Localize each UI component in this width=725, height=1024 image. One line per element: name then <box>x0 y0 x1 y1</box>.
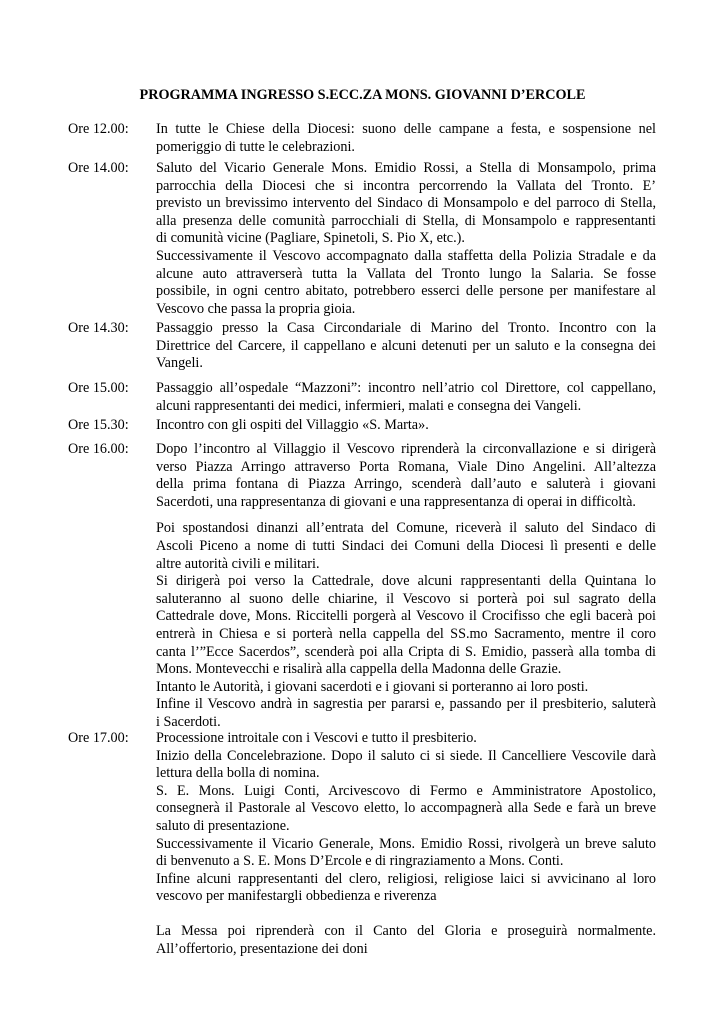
paragraph <box>156 923 656 958</box>
text-line: entrerà in Chiesa e si porterà nella cappella del SS.mo Sacramento, mentre il coro <box>156 625 656 642</box>
paragraph-spacer <box>156 906 656 923</box>
text-line: alcune auto attraverserà tutta la Vallata del Tronto lungo la Salaria. Se fosse <box>156 265 656 282</box>
text-line: saluto di presentazione. <box>156 817 290 834</box>
text-line: Cattedrale dove, Mons. Riccitelli porgerà al Vescovo il Crocifisso che egli bacerà poi <box>156 608 656 625</box>
text-line: Incontro con gli ospiti del Villaggio «S. Marta». <box>156 417 429 433</box>
text-line: verso Piazza Arringo attraverso Porta Romana, Viale Dino Angelini. All’altezza <box>156 458 656 475</box>
entry-time: Ore 17.00: <box>68 730 129 746</box>
paragraph <box>156 417 656 435</box>
text-line: Ascoli Piceno a nome di tutti Sindaci dei Comuni della Diocesi lì presenti e delle <box>156 537 656 554</box>
text-line: canta l’”Ecce Sacerdos”, scenderà poi alla Cripta di S. Emidio, passerà alla tomba di <box>156 643 656 660</box>
text-line: Direttrice del Carcere, il cappellano e alcuni detenuti per un saluto e la consegna dei <box>156 337 656 354</box>
text-line: Vangeli. <box>156 355 203 372</box>
text-line: Poi spostandosi dinanzi all’entrata del Comune, riceverà il saluto del Sindaco di <box>156 520 656 537</box>
entry-description <box>156 121 656 156</box>
text-line: Successivamente il Vicario Generale, Mons. Emidio Rossi, rivolgerà un breve saluto <box>156 835 656 852</box>
text-line: Sacerdoti, una rappresentanza di giovani e una rappresentanza di operai in difficoltà. <box>156 493 636 510</box>
entry-time: Ore 12.00: <box>68 121 129 137</box>
text-line: Dopo l’incontro al Villaggio il Vescovo riprenderà la circonvallazione e si dirigerà <box>156 441 656 457</box>
text-line: Infine il Vescovo andrà in sagrestia per pararsi e, passando per il presbiterio, saluterà <box>156 696 656 713</box>
text-line: i Sacerdoti. <box>156 713 221 730</box>
text-line: Successivamente il Vescovo accompagnato dalla staffetta della Polizia Stradale e da <box>156 247 656 264</box>
paragraph <box>156 696 656 731</box>
entry-time: Ore 14.00: <box>68 160 129 176</box>
text-line: Saluto del Vicario Generale Mons. Emidio Rossi, a Stella di Monsampolo, prima <box>156 160 656 176</box>
paragraph <box>156 248 656 318</box>
text-line: consegnerà il Pastorale al Vescovo eletto, lo accompagnerà alla Sede e farà un breve <box>156 800 656 817</box>
paragraph <box>156 573 656 679</box>
entry-time: Ore 14.30: <box>68 320 129 336</box>
entry-description <box>156 160 656 318</box>
paragraph <box>156 748 656 783</box>
paragraph <box>156 380 656 415</box>
paragraph <box>156 871 656 906</box>
text-line: In tutte le Chiese della Diocesi: suono delle campane a festa, e sospensione nel <box>156 121 656 137</box>
text-line: parrocchia della Diocesi che si incontra percorrendo la Vallata del Tronto. E’ <box>156 177 656 194</box>
paragraph <box>156 679 656 697</box>
entry-description <box>156 441 656 732</box>
text-line: lettura della bolla di nomina. <box>156 765 320 782</box>
text-line: S. E. Mons. Luigi Conti, Arcivescovo di Fermo e Amministratore Apostolico, <box>156 782 656 799</box>
text-line: di benvenuto a S. E. Mons D’Ercole e di ringraziamento a Mons. Conti. <box>156 853 564 870</box>
paragraph <box>156 730 656 748</box>
text-line: Si dirigerà poi verso la Cattedrale, dove alcuni rappresentanti della Quintana lo <box>156 573 656 590</box>
entry-time: Ore 16.00: <box>68 441 129 457</box>
text-line: alcuni rappresentanti dei medici, infermieri, malati e consegna dei Vangeli. <box>156 397 582 414</box>
paragraph <box>156 836 656 871</box>
text-line: possibile, in ogni centro abitato, potrebbero esserci delle persone per manifestare al <box>156 283 656 300</box>
text-line: La Messa poi riprenderà con il Canto del Gloria e proseguirà normalmente. <box>156 922 656 939</box>
text-line: All’offertorio, presentazione dei doni <box>156 940 368 957</box>
paragraph-spacer <box>156 511 656 520</box>
paragraph <box>156 160 656 248</box>
text-line: di comunità vicine (Pagliare, Spinetoli, S. Pio X, etc.). <box>156 230 465 247</box>
paragraph <box>156 520 656 573</box>
text-line: Intanto le Autorità, i giovani sacerdoti e i giovani si porteranno ai loro posti. <box>156 678 589 695</box>
text-line: Passaggio all’ospedale “Mazzoni”: incontro nell’atrio col Direttore, col cappellano, <box>156 380 656 396</box>
paragraph <box>156 441 656 511</box>
text-line: Passaggio presso la Casa Circondariale di Marino del Tronto. Incontro con la <box>156 320 656 336</box>
entry-description <box>156 320 656 373</box>
text-line: Infine alcuni rappresentanti del clero, religiosi, religiose laici si avvicinano al loro <box>156 870 656 887</box>
entry-time: Ore 15.30: <box>68 417 129 433</box>
entry-description <box>156 730 656 958</box>
entry-description <box>156 417 656 435</box>
text-line: alla presenza delle comunità parrocchiali di Stella, di Monsampolo e rappresentanti <box>156 212 656 229</box>
text-line: Vescovo che passa la propria gioia. <box>156 300 356 317</box>
text-line: saluteranno al suono delle chiarine, il Vescovo si porterà poi sul sagrato della <box>156 590 656 607</box>
entry-description <box>156 380 656 415</box>
text-line: della prima fontana di Piazza Arringo, scenderà dall’auto e saluterà i giovani <box>156 476 656 493</box>
text-line: pomeriggio di tutte le celebrazioni. <box>156 138 355 155</box>
text-line: Inizio della Concelebrazione. Dopo il saluto ci si siede. Il Cancelliere Vescovile darà <box>156 747 656 764</box>
paragraph <box>156 320 656 373</box>
entry-time: Ore 15.00: <box>68 380 129 396</box>
paragraph <box>156 121 656 156</box>
page-title: PROGRAMMA INGRESSO S.ECC.ZA MONS. GIOVANNI D’ERCOLE <box>139 87 586 103</box>
text-line: previsto un brevissimo intervento del Sindaco di Monsampolo e del parroco di Stella, <box>156 195 656 212</box>
text-line: Processione introitale con i Vescovi e tutto il presbiterio. <box>156 730 477 746</box>
text-line: Mons. Montevecchi e risalirà alla cappella della Madonna delle Grazie. <box>156 661 562 678</box>
text-line: vescovo per manifestargli obbedienza e riverenza <box>156 888 437 905</box>
text-line: altre autorità civili e militari. <box>156 555 320 572</box>
paragraph <box>156 783 656 836</box>
